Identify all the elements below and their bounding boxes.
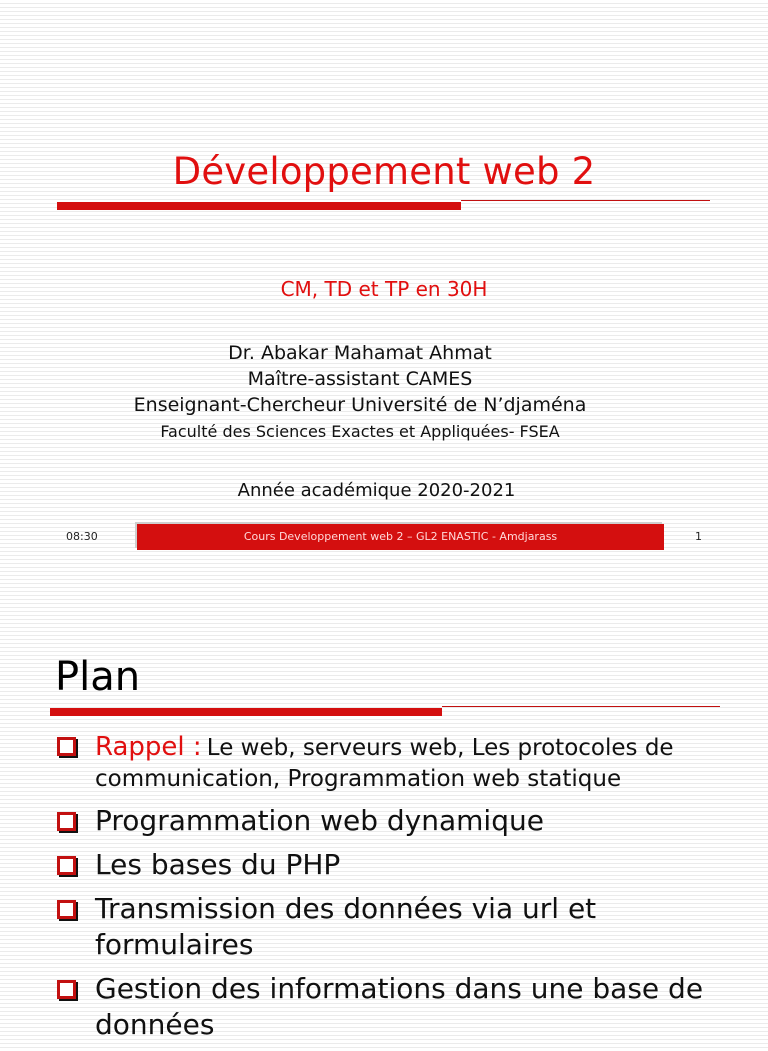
list-item [55, 803, 755, 839]
footer-page-number: 1 [695, 530, 702, 543]
hollow-square-bullet-icon [57, 812, 76, 831]
hollow-square-bullet-icon [57, 900, 76, 919]
list-item [55, 971, 755, 1043]
slide-title: Développement web 2 [172, 150, 596, 193]
slide-subtitle: CM, TD et TP en 30H [280, 277, 488, 301]
author-faculty: Faculté des Sciences Exactes et Appliquées- FSEA [160, 422, 560, 441]
hollow-square-bullet-icon [57, 980, 76, 999]
slide-title: Plan [55, 654, 141, 700]
hollow-square-bullet-icon [57, 856, 76, 875]
underline-thin-segment [461, 200, 710, 201]
list-item-text: Programmation web dynamique [95, 804, 544, 837]
author-name: Dr. Abakar Mahamat Ahmat [228, 342, 492, 364]
list-item-text: Le web, serveurs web, Les protocoles de communication, Programmation web statique [95, 735, 674, 792]
list-item [55, 732, 755, 795]
plan-slide [0, 640, 768, 1041]
list-item [55, 847, 755, 883]
academic-year: Année académique 2020-2021 [237, 480, 516, 501]
underline-thin-segment [442, 706, 720, 707]
author-position: Enseignant-Chercheur Université de N’djaména [133, 394, 587, 416]
author-info [0, 340, 720, 446]
author-rank: Maître-assistant CAMES [247, 368, 473, 390]
list-item-text: Gestion des informations dans une base de données [95, 972, 704, 1041]
footer-time: 08:30 [66, 530, 98, 543]
plan-list [55, 732, 755, 1051]
footer-course-label: Cours Developpement web 2 – GL2 ENASTIC - Amdjarass [243, 530, 558, 543]
underline-thick-segment [50, 708, 442, 716]
list-item-keyword: Rappel : [95, 732, 202, 762]
list-item-text: Les bases du PHP [95, 848, 341, 881]
title-underline [57, 200, 710, 210]
hollow-square-bullet-icon [57, 737, 76, 756]
list-item [55, 891, 755, 963]
underline-thick-segment [57, 202, 461, 210]
title-underline [50, 706, 720, 716]
list-item-text: Transmission des données via url et formulaires [95, 892, 597, 961]
footer-course-bar [137, 524, 664, 550]
